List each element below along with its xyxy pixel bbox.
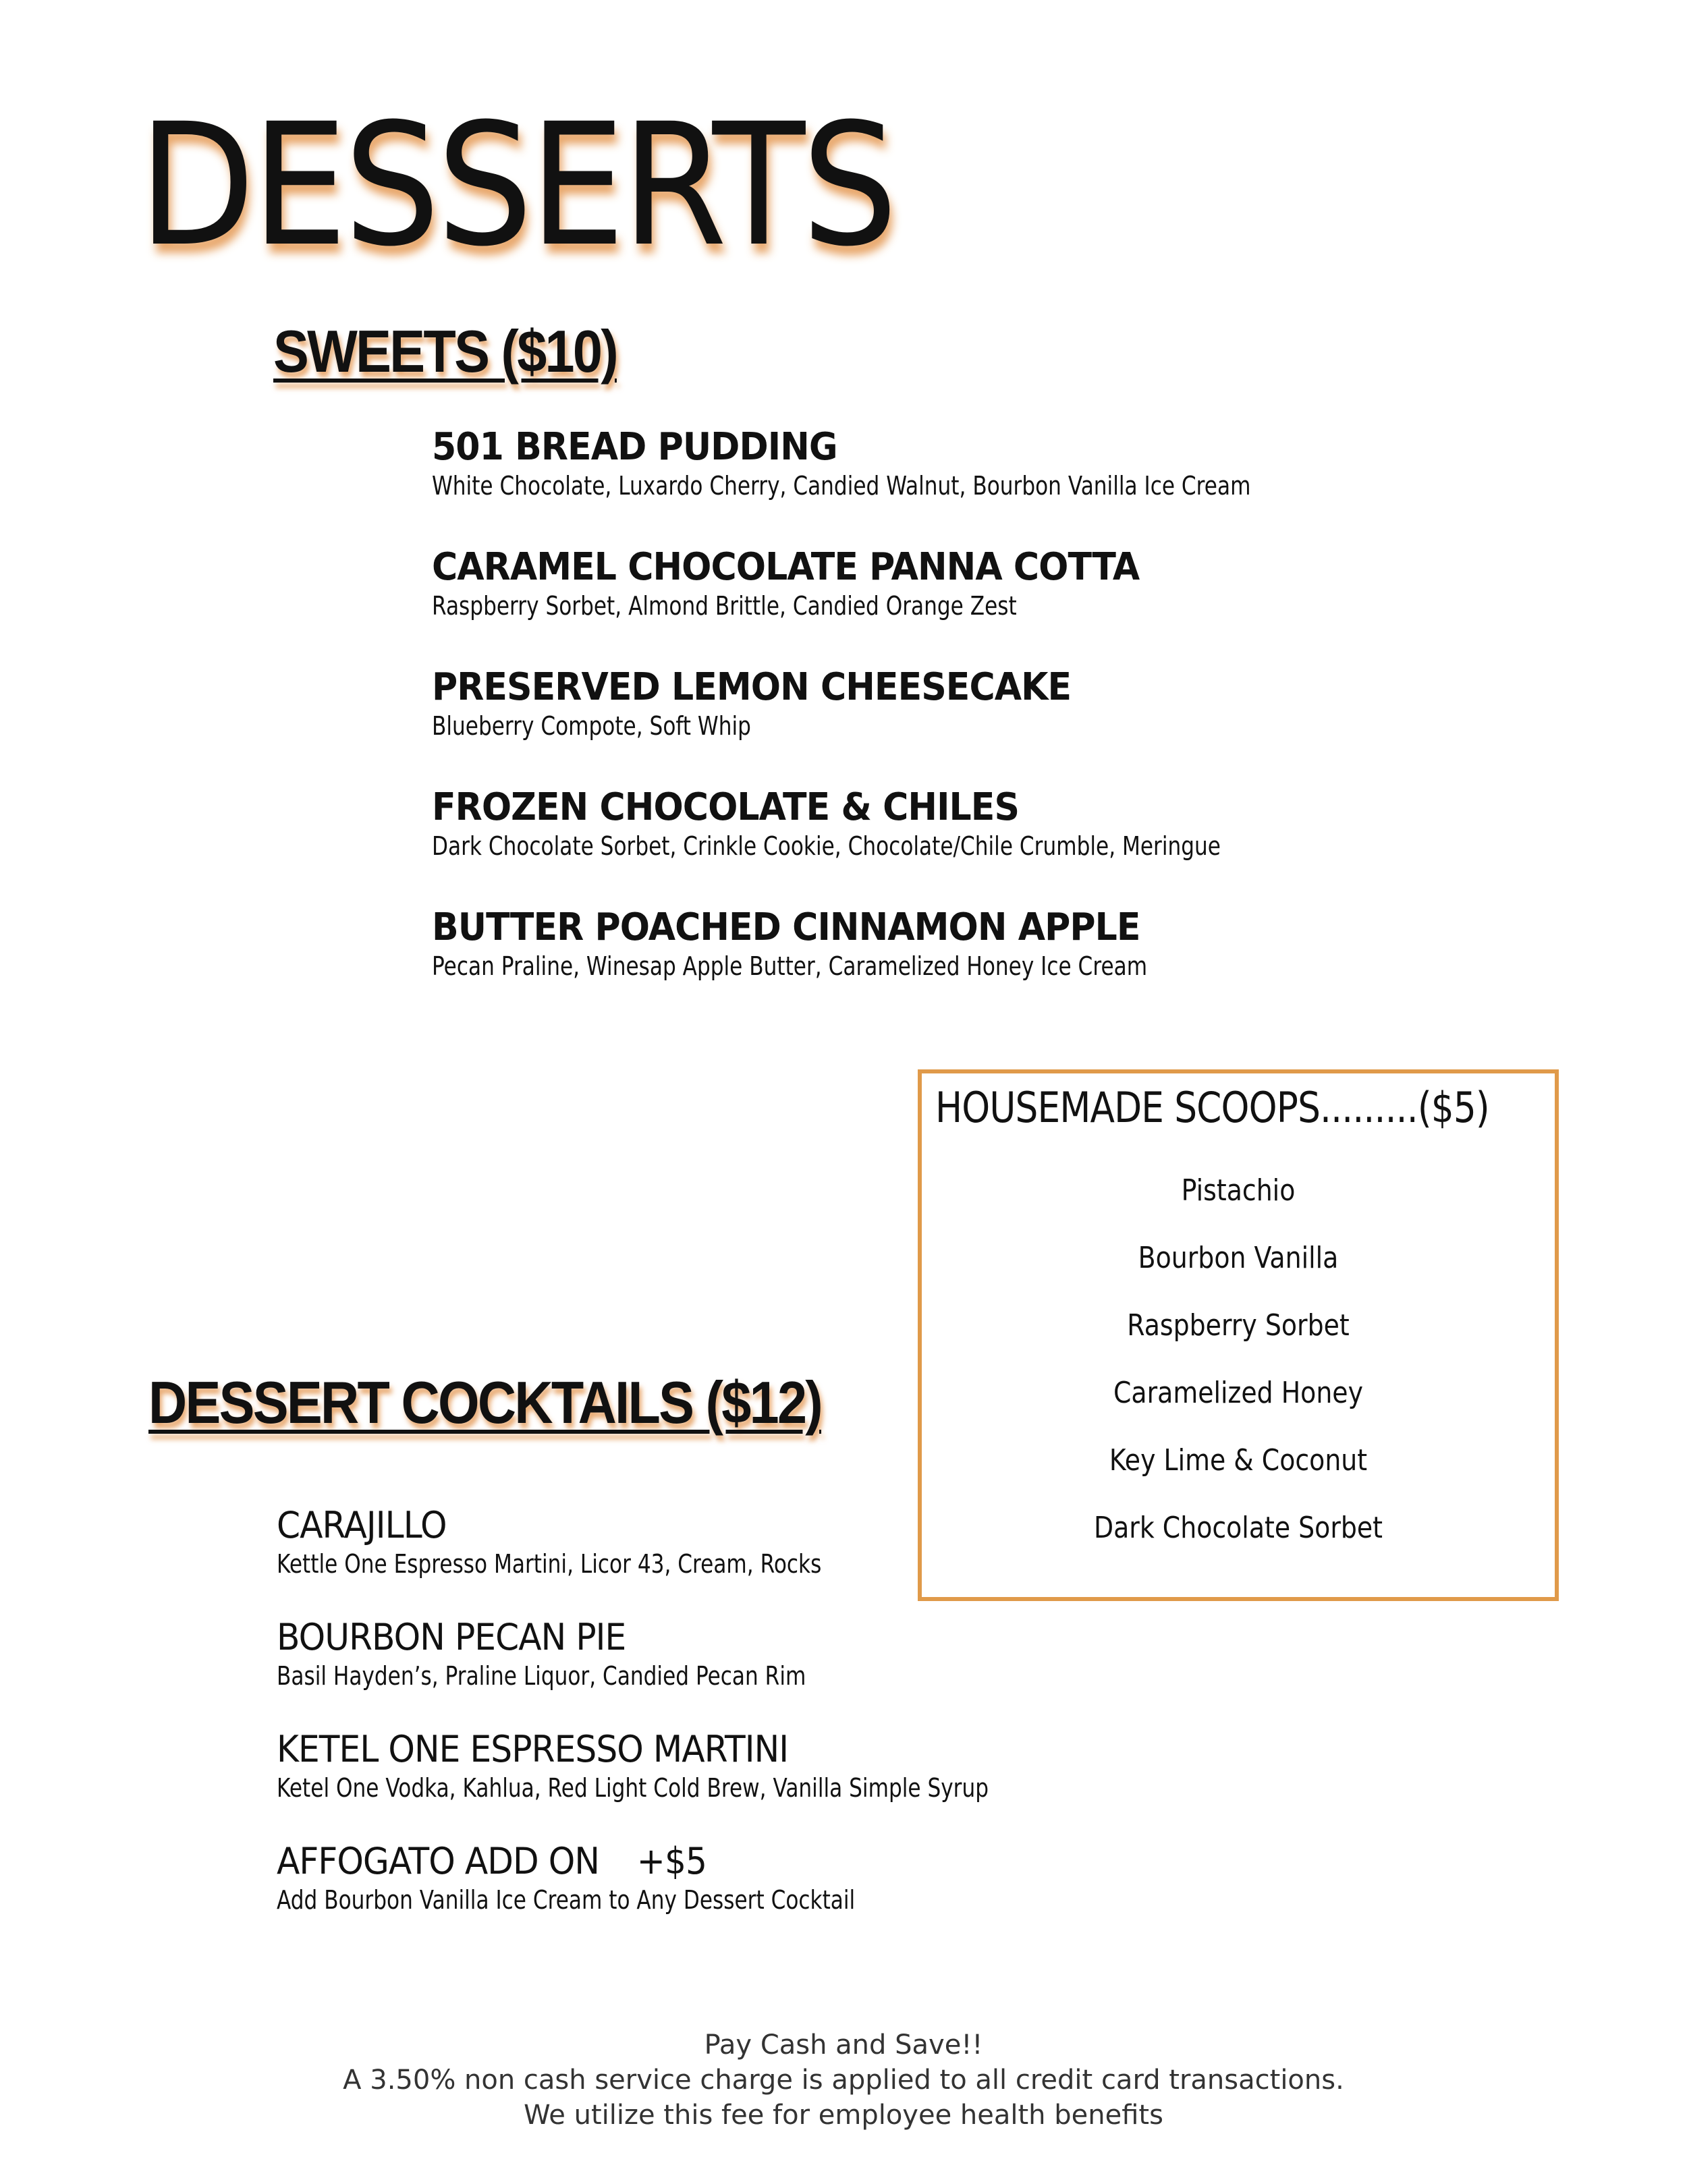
cocktail-item <box>277 1615 1086 1727</box>
item-description: Raspberry Sorbet, Almond Brittle, Candied Orange Zest <box>432 591 1017 621</box>
item-description: Basil Hayden’s, Praline Liquor, Candied Pecan Rim <box>277 1661 806 1691</box>
item-name: CARAMEL CHOCOLATE PANNA COTTA <box>432 545 1140 589</box>
item-description: Add Bourbon Vanilla Ice Cream to Any Dessert Cocktail <box>277 1885 856 1915</box>
item-name: CARAJILLO <box>277 1504 447 1546</box>
page-title: DESSERTS <box>138 87 895 283</box>
item-description: Ketel One Vodka, Kahlua, Red Light Cold Brew, Vanilla Simple Syrup <box>277 1773 989 1803</box>
footer-line: A 3.50% non cash service charge is applied to all credit card transactions. <box>343 2065 1344 2096</box>
addon-price: +$5 <box>636 1840 707 1882</box>
footer-line: We utilize this fee for employee health benefits <box>524 2100 1163 2131</box>
scoop-flavor: Raspberry Sorbet <box>1127 1308 1350 1343</box>
cocktail-item <box>277 1503 1086 1615</box>
item-description: Dark Chocolate Sorbet, Crinkle Cookie, Chocolate/Chile Crumble, Meringue <box>432 831 1221 861</box>
footer-note <box>0 2027 1687 2133</box>
item-name: FROZEN CHOCOLATE & CHILES <box>432 785 1020 829</box>
item-name: BOURBON PECAN PIE <box>277 1616 626 1658</box>
scoop-flavor: Key Lime & Coconut <box>1109 1443 1368 1478</box>
footer-line: Pay Cash and Save!! <box>704 2029 983 2061</box>
addon-name <box>277 1839 707 1884</box>
menu-item <box>432 785 1377 905</box>
menu-item <box>432 425 1377 545</box>
cocktail-item <box>277 1727 1086 1839</box>
item-name: KETEL ONE ESPRESSO MARTINI <box>277 1728 789 1770</box>
scoop-flavor: Bourbon Vanilla <box>1138 1241 1339 1275</box>
addon-item <box>277 1839 1086 1951</box>
dessert-cocktails-heading: DESSERT COCKTAILS ($12) <box>148 1369 821 1436</box>
scoop-flavor: Dark Chocolate Sorbet <box>1093 1511 1383 1545</box>
menu-item <box>432 545 1377 665</box>
sweets-heading: SWEETS ($10) <box>273 318 617 385</box>
scoop-flavor: Pistachio <box>1181 1173 1296 1208</box>
item-description: White Chocolate, Luxardo Cherry, Candied Walnut, Bourbon Vanilla Ice Cream <box>432 471 1251 501</box>
item-name: PRESERVED LEMON CHEESECAKE <box>432 665 1072 709</box>
cocktail-list <box>277 1503 1086 1951</box>
item-name: BUTTER POACHED CINNAMON APPLE <box>432 905 1140 949</box>
item-name: 501 BREAD PUDDING <box>432 425 837 469</box>
scoops-list <box>935 1157 1541 1562</box>
item-description: Kettle One Espresso Martini, Licor 43, Cream, Rocks <box>277 1549 822 1579</box>
scoop-flavor: Caramelized Honey <box>1113 1376 1363 1410</box>
addon-label: AFFOGATO ADD ON <box>277 1840 600 1882</box>
sweets-list <box>432 425 1377 1026</box>
menu-item <box>432 665 1377 785</box>
menu-item <box>432 905 1377 1026</box>
scoops-heading: HOUSEMADE SCOOPS.........($5) <box>935 1083 1489 1132</box>
item-description: Blueberry Compote, Soft Whip <box>432 711 751 741</box>
item-description: Pecan Praline, Winesap Apple Butter, Caramelized Honey Ice Cream <box>432 951 1148 981</box>
